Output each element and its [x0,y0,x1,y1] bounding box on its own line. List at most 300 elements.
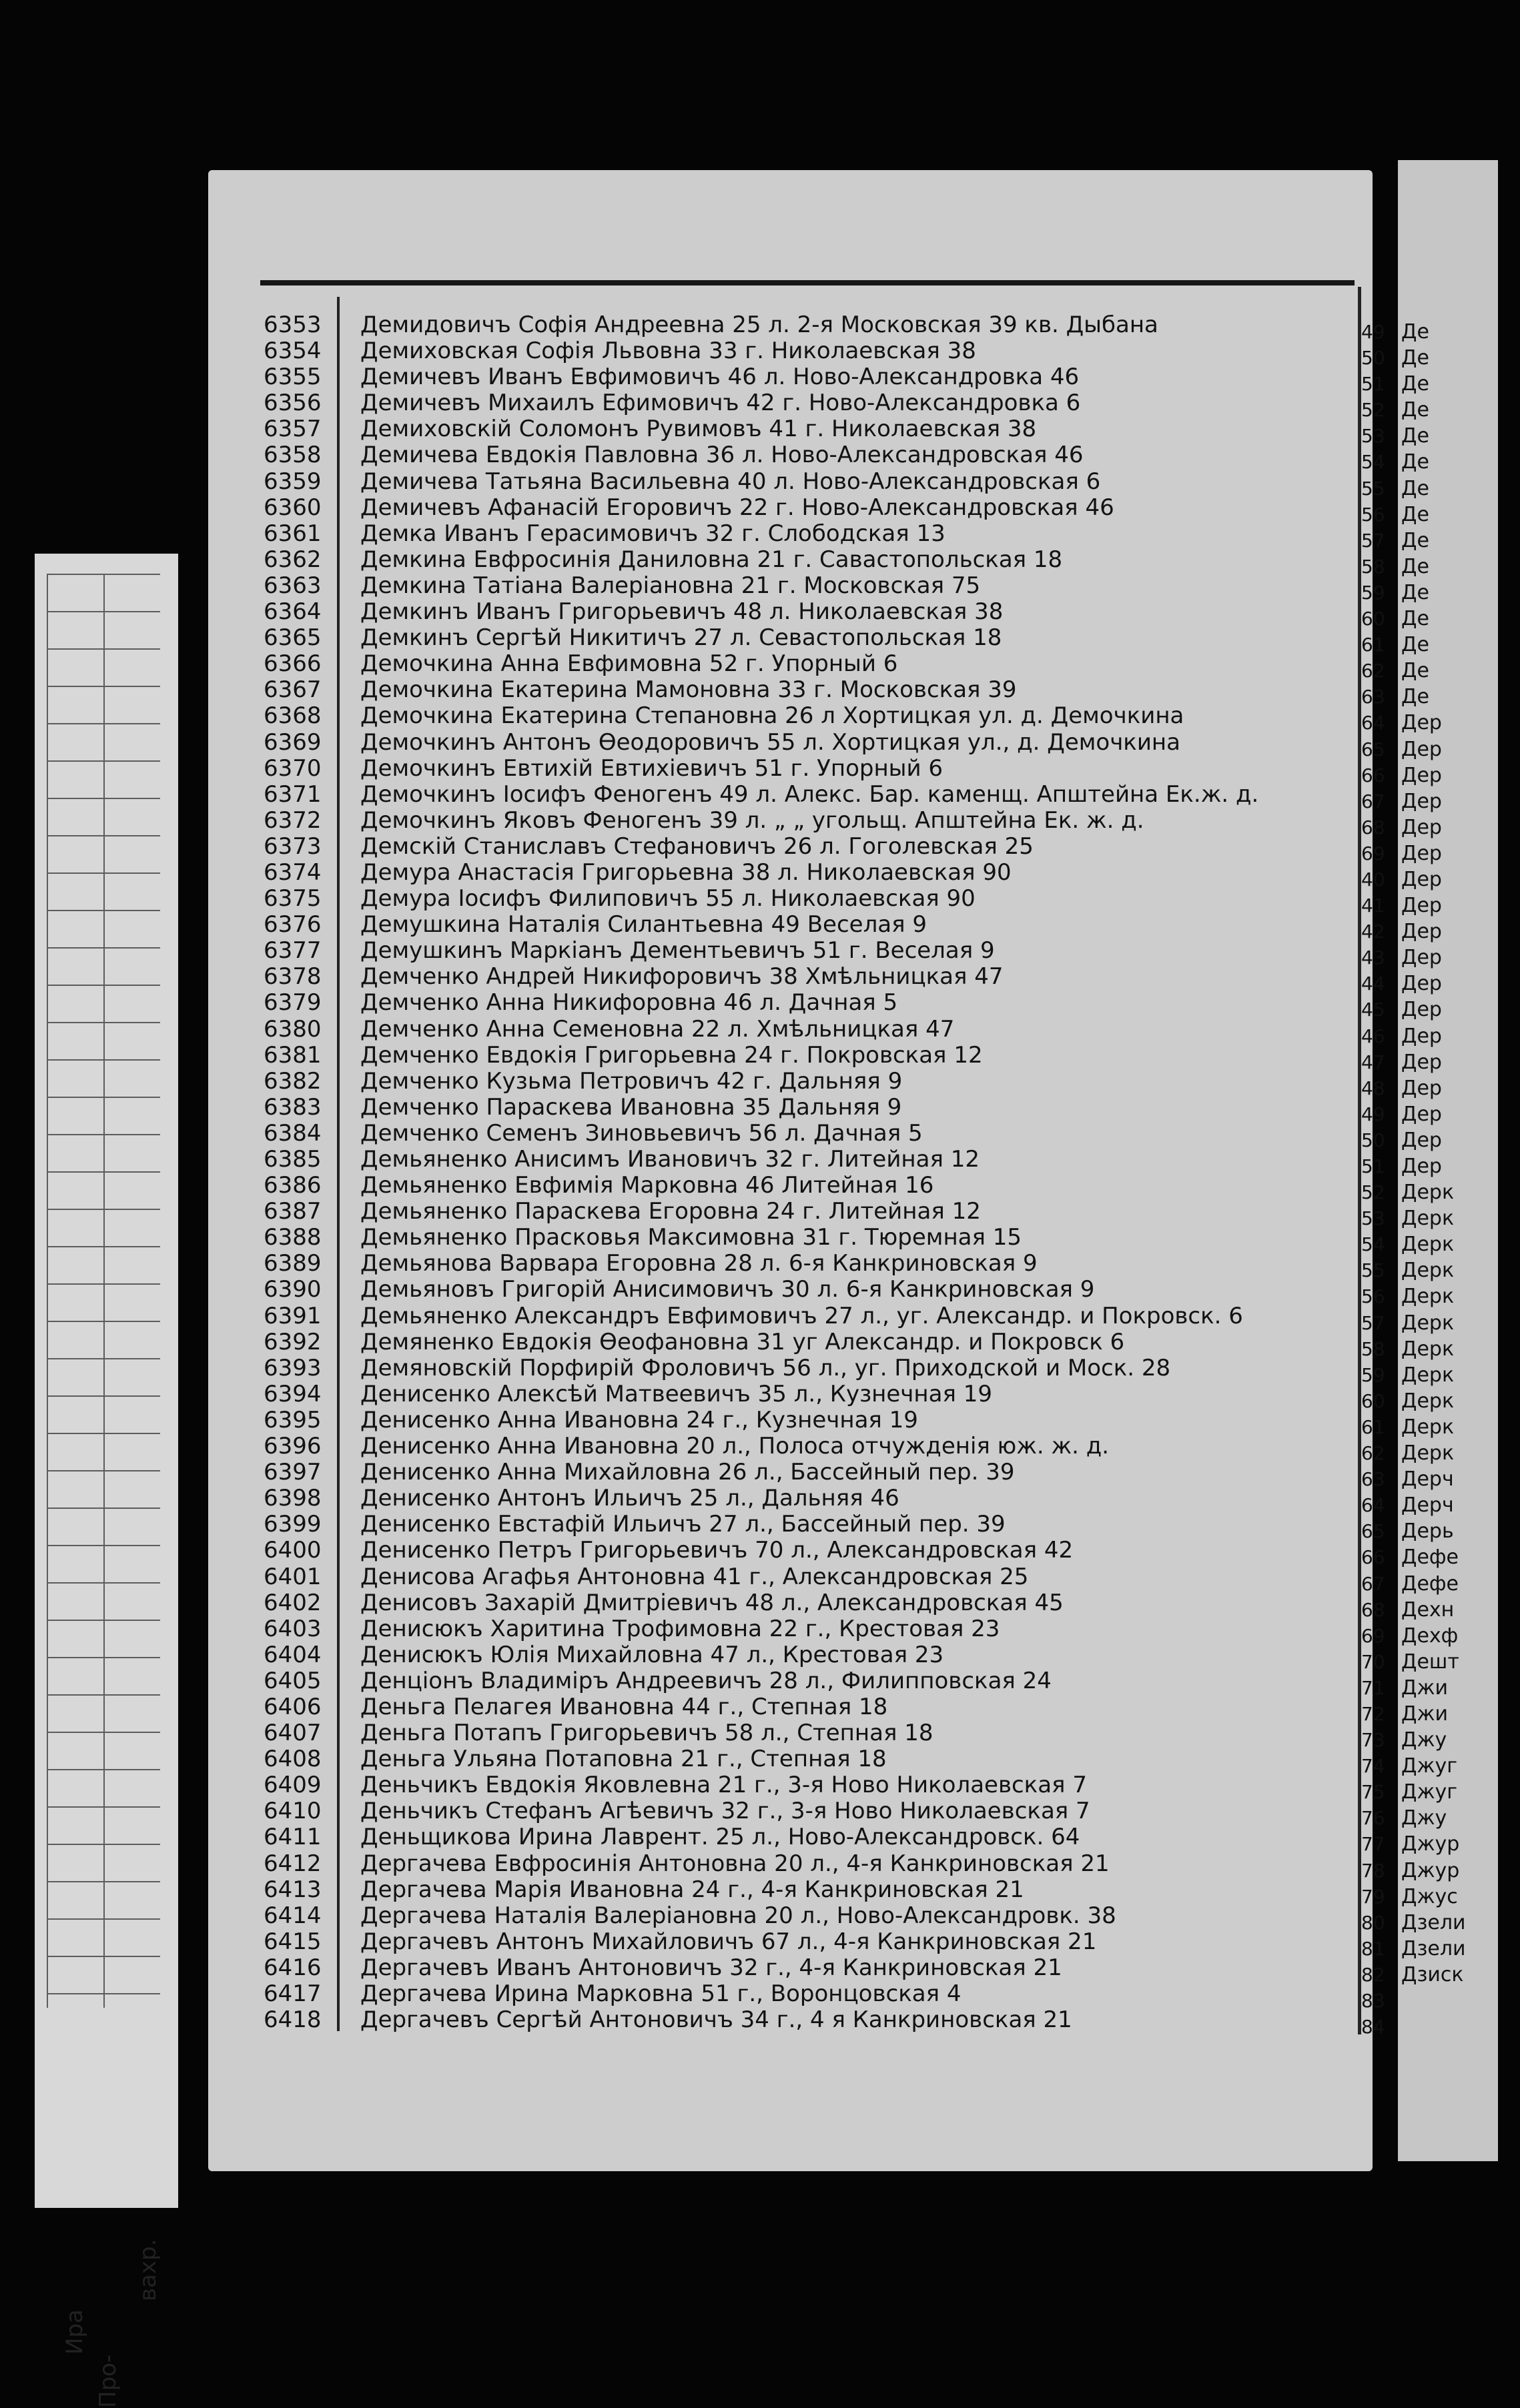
adjacent-number-fragment: 65 [1361,1520,1385,1543]
adjacent-number-fragment: 61 [1361,634,1385,656]
adjacent-number-fragment: 48 [1361,1077,1385,1099]
entry-text: Демочкина Екатерина Степановна 26 л Хортицкая ул. д. Демочкина [360,702,1184,730]
entry-number: 6360 [264,494,322,521]
adjacent-name-fragment: Джу [1401,1806,1447,1830]
entry-text: Демченко Андрей Никифоровичъ 38 Хмѣльницкая 47 [360,963,1004,991]
adjacent-name-fragment: Дер [1401,1076,1442,1100]
entry-number: 6389 [264,1250,322,1277]
adjacent-name-fragment: Де [1401,398,1429,422]
entry-number: 6365 [264,624,322,652]
entry-number: 6395 [264,1406,322,1433]
entry-row [264,1538,1345,1564]
entry-number: 6408 [264,1746,322,1773]
entry-text: Дергачева Наталія Валеріановна 20 л., Ново-Александровк. 38 [360,1902,1116,1929]
adjacent-name-fragment: Дер [1401,789,1442,813]
adjacent-name-fragment: Дерк [1401,1441,1455,1465]
entry-number: 6410 [264,1798,322,1825]
entry-row [264,730,1345,756]
entry-text: Демиховскій Соломонъ Рувимовъ 41 г. Николаевская 38 [360,416,1037,443]
adjacent-name-fragment: Де [1401,320,1429,344]
entry-number: 6398 [264,1485,322,1512]
adjacent-name-fragment: Де [1401,528,1429,552]
entry-text: Демченко Кузьма Петровичъ 42 г. Дальняя 9 [360,1067,903,1095]
entry-number: 6366 [264,650,322,678]
adjacent-name-fragment: Дерк [1401,1285,1455,1309]
left-page-strip [35,554,178,2408]
entry-row [264,1329,1345,1355]
entry-text: Демочкинъ Антонъ Өеодоровичъ 55 л. Хортицкая ул., д. Демочкина [360,728,1180,756]
adjacent-number-fragment: 61 [1361,1415,1385,1438]
adjacent-name-fragment: Дер [1401,998,1442,1022]
adjacent-name-fragment: Джус [1401,1884,1458,1908]
entry-text: Демьяненко Прасковья Максимовна 31 г. Тюремная 15 [360,1224,1022,1251]
adjacent-number-fragment: 55 [1361,477,1385,500]
adjacent-number-fragment: 81 [1361,1937,1385,1960]
entry-text: Демченко Параскева Ивановна 35 Дальняя 9 [360,1093,902,1121]
entry-text: Демушкина Наталія Силантьевна 49 Веселая 9 [360,911,927,939]
entry-number: 6381 [264,1041,322,1069]
entry-text: Денисенко Алексѣй Матвеевичъ 35 л., Кузнечная 19 [360,1380,992,1407]
adjacent-name-fragment: Джи [1401,1702,1448,1726]
entry-row [264,2007,1345,2033]
adjacent-number-fragment: 42 [1361,921,1385,943]
entry-text: Дергачевъ Сергѣй Антоновичъ 34 г., 4 я Канкриновская 21 [360,2006,1072,2034]
entry-row [264,1095,1345,1121]
entry-row [264,1903,1345,1929]
entry-row [264,912,1345,938]
entry-text: Денисова Агафья Антоновна 41 г., Александровская 25 [360,1563,1029,1590]
entry-text: Демочкинъ Евтихій Евтихіевичъ 51 г. Упорный 6 [360,754,943,782]
entry-row [264,495,1345,521]
entry-text: Демченко Семенъ Зиновьевичъ 56 л. Дачная 5 [360,1119,923,1147]
entry-number: 6372 [264,806,322,834]
entry-list [264,312,1345,2033]
entry-text: Демьяненко Евфимія Марковна 46 Литейная 16 [360,1172,934,1199]
entry-number: 6406 [264,1693,322,1720]
adjacent-name-fragment: Дер [1401,867,1442,891]
entry-text: Деньчикъ Евдокія Яковлевна 21 г., 3-я Ново Николаевская 7 [360,1772,1087,1799]
adjacent-number-fragment: 77 [1361,1833,1385,1856]
adjacent-name-fragment: Дерк [1401,1415,1455,1439]
entry-row [264,442,1345,468]
adjacent-name-fragment: Дерь [1401,1520,1454,1544]
entry-number: 6364 [264,598,322,626]
entry-number: 6374 [264,858,322,886]
entry-text: Денисенко Евстафій Ильичъ 27 л., Бассейный пер. 39 [360,1511,1006,1538]
adjacent-number-fragment: 59 [1361,1363,1385,1386]
entry-text: Денисенко Антонъ Ильичъ 25 л., Дальняя 46 [360,1485,899,1512]
entry-row [264,1668,1345,1694]
entry-text: Дергачевъ Антонъ Михайловичъ 67 л., 4-я Канкриновская 21 [360,1928,1097,1955]
entry-text: Демура Анастасія Григорьевна 38 л. Николаевская 90 [360,858,1012,886]
entry-number: 6418 [264,2006,322,2034]
entry-number: 6385 [264,1146,322,1173]
entry-row [264,677,1345,703]
entry-row [264,1616,1345,1642]
adjacent-name-fragment: Де [1401,346,1429,370]
adjacent-name-fragment: Дер [1401,1155,1442,1178]
entry-text: Деньга Пелагея Ивановна 44 г., Степная 18 [360,1693,888,1720]
adjacent-name-fragment: Джуг [1401,1780,1457,1804]
entry-row [264,416,1345,442]
entry-number: 6376 [264,911,322,939]
adjacent-number-fragment: 69 [1361,842,1385,864]
entry-row [264,1381,1345,1407]
entry-number: 6375 [264,885,322,913]
adjacent-name-fragment: Дерк [1401,1207,1455,1231]
adjacent-number-fragment: 68 [1361,1598,1385,1621]
entry-number: 6361 [264,520,322,547]
entry-text: Денисюкъ Юлія Михайловна 47 л., Крестовая 23 [360,1641,944,1668]
adjacent-number-fragment: 50 [1361,347,1385,370]
entry-row [264,1485,1345,1512]
entry-row [264,964,1345,990]
entry-number: 6405 [264,1667,322,1694]
entry-row [264,1720,1345,1746]
entry-row [264,1407,1345,1433]
adjacent-number-fragment: 50 [1361,1129,1385,1151]
entry-text: Дергачева Ирина Марковна 51 г., Воронцовская 4 [360,1980,962,2007]
adjacent-name-fragment: Де [1401,633,1429,657]
entry-number: 6407 [264,1720,322,1747]
strip-word: Про- [95,2354,121,2408]
adjacent-number-fragment: 76 [1361,1807,1385,1830]
entry-number: 6384 [264,1119,322,1147]
entry-number: 6417 [264,1980,322,2007]
entry-text: Демченко Анна Семеновна 22 л. Хмѣльницкая 47 [360,1015,955,1043]
adjacent-number-fragment: 69 [1361,1624,1385,1647]
adjacent-number-fragment: 75 [1361,1781,1385,1804]
entry-row [264,1355,1345,1381]
entry-text: Дергачева Евфросинія Антоновна 20 л., 4-я Канкриновская 21 [360,1850,1110,1877]
entry-row [264,1017,1345,1043]
adjacent-name-fragment: Дер [1401,894,1442,918]
entry-number: 6356 [264,390,322,417]
adjacent-number-fragment: 43 [1361,947,1385,969]
adjacent-number-fragment: 66 [1361,1546,1385,1569]
entry-number: 6362 [264,546,322,573]
adjacent-number-fragment: 82 [1361,1963,1385,1986]
adjacent-name-fragment: Дзели [1401,1910,1466,1934]
adjacent-number-fragment: 51 [1361,373,1385,396]
entry-number: 6378 [264,963,322,991]
adjacent-number-fragment: 58 [1361,555,1385,578]
entry-text: Демченко Анна Никифоровна 46 л. Дачная 5 [360,989,898,1017]
entry-number: 6397 [264,1459,322,1486]
entry-text: Демичевъ Михаилъ Ефимовичъ 42 г. Ново-Александровка 6 [360,390,1081,417]
entry-row [264,1225,1345,1251]
adjacent-number-fragment: 44 [1361,973,1385,995]
adjacent-number-fragment: 60 [1361,1389,1385,1412]
entry-number: 6386 [264,1172,322,1199]
adjacent-name-fragment: Джуг [1401,1754,1457,1778]
adjacent-name-fragment: Дер [1401,972,1442,996]
entry-row [264,1512,1345,1538]
entry-number: 6354 [264,338,322,365]
adjacent-number-fragment: 53 [1361,425,1385,448]
entry-text: Дергачева Марія Ивановна 24 г., 4-я Канкриновская 21 [360,1876,1024,1903]
adjacent-number-fragment: 62 [1361,660,1385,682]
entry-number: 6399 [264,1511,322,1538]
adjacent-name-fragment: Дерк [1401,1181,1455,1205]
entry-text: Денисенко Анна Ивановна 20 л., Полоса отчужденія юж. ж. д. [360,1433,1110,1460]
adjacent-name-fragment: Де [1401,685,1429,709]
entry-number: 6383 [264,1093,322,1121]
entry-text: Дергачевъ Иванъ Антоновичъ 32 г., 4-я Канкриновская 21 [360,1954,1062,1981]
entry-text: Демочкина Екатерина Мамоновна 33 г. Московская 39 [360,676,1017,704]
adjacent-number-fragment: 68 [1361,816,1385,838]
entry-text: Денисенко Анна Ивановна 24 г., Кузнечная 19 [360,1406,918,1433]
entry-row [264,1251,1345,1277]
adjacent-number-fragment: 72 [1361,1702,1385,1725]
entry-row [264,1772,1345,1798]
entry-row [264,1433,1345,1459]
adjacent-number-fragment: 83 [1361,1990,1385,2012]
entry-row [264,1590,1345,1616]
entry-text: Деньчикъ Стефанъ Агѣевичъ 32 г., 3-я Ново Николаевская 7 [360,1798,1090,1825]
adjacent-name-fragment: Де [1401,502,1429,526]
adjacent-name-fragment: Де [1401,659,1429,683]
adjacent-number-fragment: 46 [1361,1025,1385,1047]
entry-number: 6355 [264,364,322,391]
entry-text: Демушкинъ Маркіанъ Дементьевичъ 51 г. Веселая 9 [360,937,995,965]
entry-number: 6387 [264,1198,322,1225]
adjacent-name-fragment: Дефе [1401,1572,1459,1596]
entry-row [264,1955,1345,1981]
adjacent-name-fragment: Де [1401,450,1429,474]
adjacent-number-fragment: 71 [1361,1676,1385,1699]
entry-number: 6392 [264,1328,322,1355]
entry-number: 6409 [264,1772,322,1799]
adjacent-number-fragment: 63 [1361,1468,1385,1491]
entry-number: 6377 [264,937,322,965]
entry-row [264,1642,1345,1668]
adjacent-name-fragment: Дерч [1401,1493,1454,1518]
adjacent-name-fragment: Дефе [1401,1546,1459,1570]
entry-row [264,1173,1345,1199]
adjacent-name-fragment: Дер [1401,920,1442,944]
entry-row [264,782,1345,808]
adjacent-number-column [1361,319,1401,2040]
adjacent-name-fragment: Дехн [1401,1598,1455,1622]
entry-text: Демскій Станиславъ Стефановичъ 26 л. Гоголевская 25 [360,832,1034,860]
entry-row [264,521,1345,547]
adjacent-number-fragment: 60 [1361,608,1385,630]
adjacent-number-fragment: 67 [1361,790,1385,812]
adjacent-name-fragment: Де [1401,607,1429,631]
entry-row [264,808,1345,834]
entry-text: Демочкинъ Яковъ Феногенъ 39 л. „ „ угольщ. Апштейна Ек. ж. д. [360,806,1144,834]
adjacent-name-fragment: Дерк [1401,1363,1455,1387]
entry-number: 6359 [264,468,322,495]
entry-row [264,1798,1345,1824]
adjacent-name-fragment: Дер [1401,1102,1442,1126]
adjacent-name-fragment: Де [1401,476,1429,500]
entry-number: 6404 [264,1641,322,1668]
entry-text: Демичевъ Афанасій Егоровичъ 22 г. Ново-Александровская 46 [360,494,1114,521]
adjacent-number-fragment: 64 [1361,712,1385,734]
adjacent-name-fragment: Де [1401,372,1429,396]
entry-number: 6368 [264,702,322,730]
entry-text: Демочкинъ Іосифъ Феногенъ 49 л. Алекс. Бар. каменщ. Апштейна Ек.ж. д. [360,780,1259,808]
adjacent-number-fragment: 80 [1361,1911,1385,1934]
adjacent-name-fragment: Дер [1401,763,1442,787]
adjacent-name-fragment: Дерк [1401,1259,1455,1283]
entry-number: 6371 [264,780,322,808]
entry-text: Демченко Евдокія Григорьевна 24 г. Покровская 12 [360,1041,983,1069]
adjacent-name-fragment: Дер [1401,841,1442,865]
entry-row [264,338,1345,364]
entry-number: 6414 [264,1902,322,1929]
adjacent-number-fragment: 56 [1361,1285,1385,1308]
adjacent-name-fragment: Дзиск [1401,1962,1464,1986]
adjacent-number-fragment: 70 [1361,1650,1385,1673]
adjacent-name-fragment: Де [1401,424,1429,448]
entry-row [264,1877,1345,1903]
entry-row [264,860,1345,886]
adjacent-name-fragment: Дзели [1401,1936,1466,1960]
entry-row [264,312,1345,338]
entry-row [264,938,1345,964]
entry-row [264,1199,1345,1225]
entry-number: 6379 [264,989,322,1017]
adjacent-number-fragment: 84 [1361,2016,1385,2038]
entry-text: Демкина Татіана Валеріановна 21 г. Московская 75 [360,572,981,599]
entry-row [264,390,1345,416]
entry-number: 6369 [264,728,322,756]
entry-row [264,573,1345,599]
entry-row [264,599,1345,625]
entry-row [264,1851,1345,1877]
adjacent-number-fragment: 78 [1361,1859,1385,1882]
adjacent-number-fragment: 41 [1361,894,1385,917]
entry-text: Демьянова Варвара Егоровна 28 л. 6-я Канкриновская 9 [360,1250,1038,1277]
entry-text: Демичева Евдокія Павловна 36 л. Ново-Александровская 46 [360,442,1084,469]
adjacent-name-fragment: Джур [1401,1858,1460,1882]
strip-word: Ира [61,2309,88,2355]
adjacent-name-column [1401,319,1498,1988]
adjacent-number-fragment: 73 [1361,1729,1385,1752]
entry-text: Демкина Евфросинія Даниловна 21 г. Савастопольская 18 [360,546,1063,573]
entry-row [264,1069,1345,1095]
entry-row [264,990,1345,1016]
entry-number: 6415 [264,1928,322,1955]
entry-number: 6380 [264,1015,322,1043]
adjacent-number-fragment: 52 [1361,399,1385,422]
entry-number: 6382 [264,1067,322,1095]
adjacent-number-fragment: 45 [1361,999,1385,1021]
adjacent-number-fragment: 49 [1361,1103,1385,1125]
entry-row [264,364,1345,390]
entry-text: Демиховская Софія Львовна 33 г. Николаевская 38 [360,338,976,365]
entry-row [264,1746,1345,1772]
top-rule [260,280,1355,285]
entry-text: Денисенко Анна Михайловна 26 л., Бассейный пер. 39 [360,1459,1015,1486]
entry-number: 6411 [264,1824,322,1851]
entry-text: Демьяненко Анисимъ Ивановичъ 32 г. Литейная 12 [360,1146,980,1173]
entry-row [264,834,1345,860]
adjacent-name-fragment: Джи [1401,1676,1448,1700]
entry-text: Демяновскій Порфирій Фроловичъ 56 л., уг. Приходской и Моск. 28 [360,1354,1171,1381]
adjacent-name-fragment: Дерк [1401,1311,1455,1335]
entry-row [264,1981,1345,2007]
adjacent-name-fragment: Дерк [1401,1389,1455,1413]
adjacent-number-fragment: 66 [1361,764,1385,786]
adjacent-name-fragment: Дерк [1401,1337,1455,1361]
entry-number: 6373 [264,832,322,860]
adjacent-name-fragment: Джур [1401,1832,1460,1856]
entry-text: Деньга Потапъ Григорьевичъ 58 л., Степная 18 [360,1720,933,1747]
adjacent-name-fragment: Дер [1401,737,1442,761]
adjacent-number-fragment: 55 [1361,1259,1385,1282]
entry-text: Демьяненко Александръ Евфимовичъ 27 л., уг. Александр. и Покровск. 6 [360,1302,1243,1329]
entry-text: Демка Иванъ Герасимовичъ 32 г. Слободская 13 [360,520,945,547]
adjacent-number-fragment: 64 [1361,1494,1385,1517]
adjacent-number-fragment: 49 [1361,321,1385,343]
adjacent-number-fragment: 74 [1361,1755,1385,1778]
entry-text: Демочкина Анна Евфимовна 52 г. Упорный 6 [360,650,898,678]
entry-number: 6401 [264,1563,322,1590]
entry-row [264,625,1345,651]
entry-number: 6403 [264,1615,322,1642]
entry-text: Демичева Татьяна Васильевна 40 л. Ново-Александровская 6 [360,468,1101,495]
adjacent-number-fragment: 57 [1361,1311,1385,1334]
adjacent-number-fragment: 51 [1361,1155,1385,1177]
entry-number: 6357 [264,416,322,443]
entry-row [264,703,1345,729]
adjacent-number-fragment: 40 [1361,868,1385,890]
entry-text: Денисенко Петръ Григорьевичъ 70 л., Александровская 42 [360,1537,1074,1564]
entry-text: Денисовъ Захарій Дмитріевичъ 48 л., Александровская 45 [360,1589,1064,1616]
entry-row [264,1303,1345,1329]
entry-number: 6367 [264,676,322,704]
adjacent-number-fragment: 58 [1361,1337,1385,1360]
entry-text: Демьяненко Параскева Егоровна 24 г. Литейная 12 [360,1198,981,1225]
entry-number: 6370 [264,754,322,782]
adjacent-number-fragment: 65 [1361,738,1385,760]
adjacent-number-fragment: 63 [1361,686,1385,708]
entry-number: 6390 [264,1276,322,1303]
entry-number: 6394 [264,1380,322,1407]
entry-text: Деньга Ульяна Потаповна 21 г., Степная 18 [360,1746,887,1773]
entry-number: 6400 [264,1537,322,1564]
entry-text: Демкинъ Иванъ Григорьевичъ 48 л. Николаевская 38 [360,598,1004,626]
entry-number: 6396 [264,1433,322,1460]
adjacent-number-fragment: 47 [1361,1051,1385,1073]
adjacent-number-fragment: 67 [1361,1572,1385,1595]
adjacent-number-fragment: 57 [1361,529,1385,552]
adjacent-name-fragment: Де [1401,580,1429,604]
entry-row [264,1121,1345,1147]
entry-text: Денціонъ Владиміръ Андреевичъ 28 л., Филипповская 24 [360,1667,1052,1694]
adjacent-name-fragment: Де [1401,554,1429,578]
ledger-grid [47,574,160,2008]
entry-number: 6413 [264,1876,322,1903]
adjacent-number-fragment: 59 [1361,581,1385,604]
entry-row [264,1147,1345,1173]
entry-row [264,756,1345,782]
entry-number: 6412 [264,1850,322,1877]
entry-text: Демкинъ Сергѣй Никитичъ 27 л. Севастопольская 18 [360,624,1002,652]
entry-row [264,1694,1345,1720]
adjacent-name-fragment: Дер [1401,815,1442,839]
adjacent-number-fragment: 52 [1361,1181,1385,1204]
entry-number: 6363 [264,572,322,599]
adjacent-name-fragment: Дер [1401,1128,1442,1152]
entry-row [264,1929,1345,1955]
adjacent-number-fragment: 54 [1361,1233,1385,1256]
entry-row [264,1564,1345,1590]
